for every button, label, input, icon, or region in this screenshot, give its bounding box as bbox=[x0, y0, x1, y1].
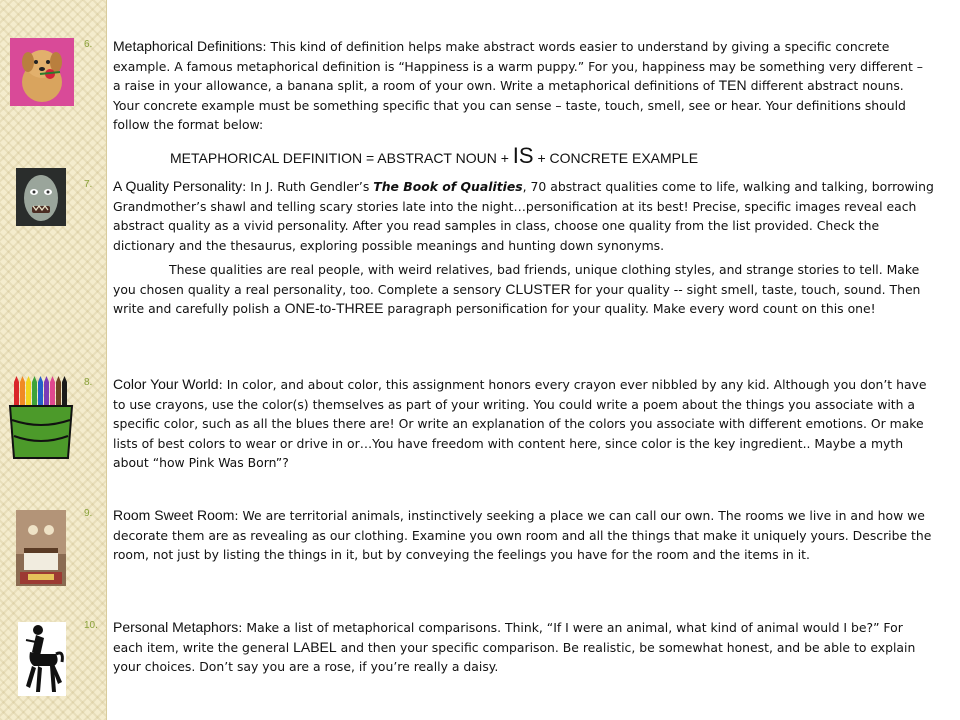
centaur-image bbox=[18, 622, 66, 696]
emphasis-ten: TEN bbox=[718, 77, 747, 93]
emphasis-label: LABEL bbox=[293, 638, 337, 655]
item-paragraph-2: These qualities are real people, with weird relatives, bad friends, unique clothing styles, and strange stories to tell. Make you chosen quality a real personality, too. Complete a sensory CLUSTER for your quality -- sight smell, taste, touch, sound. Then write and carefully polish a ONE-to-THREE paragraph personification for your quality. Make every word count on this one! bbox=[113, 262, 921, 316]
formula-is: IS bbox=[512, 143, 534, 168]
book-title: The Book of Qualities bbox=[373, 179, 523, 194]
assignment-10 bbox=[84, 618, 934, 677]
bedroom-image bbox=[16, 510, 66, 586]
item-text: Room Sweet Room: We are territorial animals, instinctively seeking a place we can call our own. The rooms we live in and how we decorate them are as revealing as our clothing. Examine you own room and all the things that make it uniquely yours. Describe the room, not just by listing the things in it, but by conveying the feelings you have for the room and the items in it. bbox=[113, 507, 932, 562]
crayon-box-image bbox=[8, 376, 74, 460]
item-title: Metaphorical Definitions bbox=[113, 38, 263, 54]
formula-line: METAPHORICAL DEFINITION = ABSTRACT NOUN + IS + CONCRETE EXAMPLE bbox=[170, 143, 699, 168]
emphasis-cluster: CLUSTER bbox=[505, 280, 571, 297]
item-number: 8. bbox=[84, 377, 93, 388]
item-text: Metaphorical Definitions: This kind of definition helps make abstract words easier to understand by giving a specific concrete example. A famous metaphorical definition is “Happiness is a warm puppy.” For you, happiness may be something very different – a raise in your allowance, a banana split, a room of your own. Write a metaphorical definitions of TEN different abstract nouns. Your concrete example must be something specific that you can sense – taste, touch, smell, see or hear. Your definitions should follow the format below: bbox=[113, 38, 923, 132]
assignment-7 bbox=[84, 177, 934, 319]
puppy-with-rose-image bbox=[10, 38, 74, 106]
item-title: Personal Metaphors bbox=[113, 619, 239, 635]
zombie-face-image bbox=[16, 168, 66, 226]
item-text: Color Your World: In color, and about color, this assignment honors every crayon ever nibbled by any kid. Although you don’t have to use crayons, use the color(s) themselves as part of your writing. You could write a poem about the things you associate with a specific color, such as all the blues there are! Or write an explanation of the colors you associate with different emotions. Or make lists of best colors to wear or drive in or…You have freedom with content here, since color is the key ingredient.. Maybe a myth about “how Pink Was Born”? bbox=[113, 376, 927, 470]
item-number: 7. bbox=[84, 179, 93, 190]
assignment-8 bbox=[84, 375, 934, 473]
item-number: 9. bbox=[84, 508, 93, 519]
item-title: Room Sweet Room bbox=[113, 507, 235, 523]
item-text: Personal Metaphors: Make a list of metaphorical comparisons. Think, “If I were an animal, what kind of animal would I be?” For each item, write the general LABEL and then your specific comparison. Be realistic, be somewhat honest, and be able to explain your choices. Don’t say you are a rose, if you’re really a daisy. bbox=[113, 619, 916, 674]
item-number: 6. bbox=[84, 39, 93, 50]
item-number: 10. bbox=[84, 620, 98, 631]
assignment-9 bbox=[84, 506, 934, 565]
assignment-6 bbox=[84, 37, 934, 135]
item-text: A Quality Personality: In J. Ruth Gendler’s The Book of Qualities, 70 abstract qualities come to life, walking and talking, borrowing Grandmother’s shawl and telling scary stories late into the night…personification at its best! Precise, specific images reveal each abstract quality as a vivid personality. After you read samples in class, choose one quality from the list provided. Check the dictionary and the thesaurus, exploring possible meanings and hunting down synonyms. bbox=[113, 178, 934, 253]
item-title: Color Your World bbox=[113, 376, 219, 392]
emphasis-one-to-three: ONE-to-THREE bbox=[284, 300, 384, 316]
item-title: A Quality Personality bbox=[113, 178, 243, 194]
